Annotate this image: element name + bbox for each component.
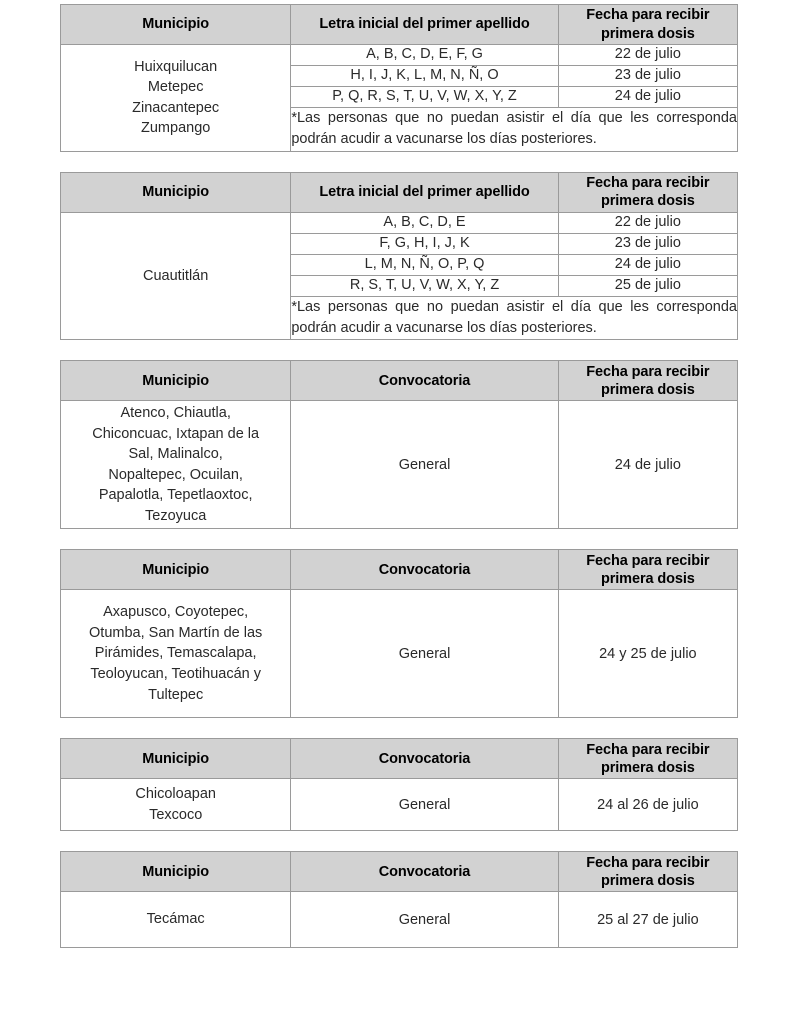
schedule-table-1 bbox=[60, 4, 738, 152]
municipio-name: Tezoyuca bbox=[145, 507, 207, 524]
municipio-name: Texcoco bbox=[149, 806, 203, 823]
convocatoria-cell: General bbox=[291, 779, 558, 831]
letras-cell: R, S, T, U, V, W, X, Y, Z bbox=[291, 275, 558, 296]
fecha-cell: 23 de julio bbox=[558, 233, 737, 254]
municipio-name: Chiconcuac, Ixtapan de la bbox=[92, 425, 260, 442]
schedule-table-2 bbox=[60, 172, 738, 341]
letras-cell: H, I, J, K, L, M, N, Ñ, O bbox=[291, 66, 558, 87]
fecha-header-line-2: primera dosis bbox=[600, 759, 695, 776]
fecha-header-line-2: primera dosis bbox=[600, 193, 695, 210]
fecha-header-line-2: primera dosis bbox=[600, 872, 695, 889]
letras-cell: A, B, C, D, E, F, G bbox=[291, 45, 558, 66]
column-header-convocatoria: Convocatoria bbox=[291, 361, 558, 401]
municipio-name: Sal, Malinalco, bbox=[128, 446, 223, 463]
column-header-fecha bbox=[558, 5, 737, 45]
column-header-convocatoria: Convocatoria bbox=[291, 550, 558, 590]
fecha-header-line-2: primera dosis bbox=[600, 25, 695, 42]
column-header-municipio: Municipio bbox=[61, 550, 291, 590]
table-header-row bbox=[61, 739, 738, 779]
letras-cell: P, Q, R, S, T, U, V, W, X, Y, Z bbox=[291, 87, 558, 108]
table-row bbox=[61, 45, 738, 66]
municipio-cell bbox=[61, 892, 291, 948]
municipio-name: Zinacantepec bbox=[132, 99, 220, 116]
column-header-municipio: Municipio bbox=[61, 739, 291, 779]
table-row bbox=[61, 779, 738, 831]
municipio-name: Pirámides, Temascalapa, bbox=[94, 645, 257, 662]
fecha-header-line-1: Fecha para recibir bbox=[586, 175, 710, 191]
table-row bbox=[61, 212, 738, 233]
note-cell: *Las personas que no puedan asistir el día que les corresponda podrán acudir a vacunarse los días posteriores. bbox=[291, 108, 738, 152]
column-header-convocatoria: Convocatoria bbox=[291, 852, 558, 892]
table-header-row bbox=[61, 550, 738, 590]
fecha-cell: 22 de julio bbox=[558, 45, 737, 66]
municipio-cell bbox=[61, 45, 291, 152]
fecha-header-line-1: Fecha para recibir bbox=[586, 552, 710, 569]
column-header-fecha bbox=[558, 739, 737, 779]
municipio-name: Huixquilucan bbox=[134, 58, 218, 75]
column-header-fecha bbox=[558, 361, 737, 401]
municipio-name: Nopaltepec, Ocuilan, bbox=[108, 466, 243, 483]
fecha-cell: 24 de julio bbox=[558, 401, 737, 529]
table-header-row bbox=[61, 361, 738, 401]
table-header-row bbox=[61, 852, 738, 892]
letras-cell: L, M, N, Ñ, O, P, Q bbox=[291, 254, 558, 275]
column-header-letra-inicial: Letra inicial del primer apellido bbox=[291, 5, 558, 45]
fecha-header-line-1: Fecha para recibir bbox=[586, 854, 710, 871]
municipio-name: Axapusco, Coyotepec, bbox=[103, 604, 249, 621]
table-row bbox=[61, 401, 738, 529]
fecha-cell: 25 al 27 de julio bbox=[558, 892, 737, 948]
column-header-letra-inicial: Letra inicial del primer apellido bbox=[291, 172, 558, 212]
fecha-cell: 24 y 25 de julio bbox=[558, 590, 737, 718]
fecha-cell: 24 al 26 de julio bbox=[558, 779, 737, 831]
municipio-name: Papalotla, Tepetlaoxtoc, bbox=[98, 487, 253, 504]
letras-cell: A, B, C, D, E bbox=[291, 212, 558, 233]
fecha-header-line-1: Fecha para recibir bbox=[586, 7, 710, 24]
municipio-name: Otumba, San Martín de las bbox=[89, 624, 263, 641]
letras-cell: F, G, H, I, J, K bbox=[291, 233, 558, 254]
fecha-header-line-2: primera dosis bbox=[600, 570, 695, 587]
convocatoria-cell: General bbox=[291, 401, 558, 529]
table-row bbox=[61, 892, 738, 948]
municipio-name: Atenco, Chiautla, bbox=[120, 405, 231, 422]
column-header-fecha bbox=[558, 172, 737, 212]
convocatoria-cell: General bbox=[291, 590, 558, 718]
fecha-cell: 22 de julio bbox=[558, 212, 737, 233]
fecha-cell: 23 de julio bbox=[558, 66, 737, 87]
fecha-header-line-2: primera dosis bbox=[600, 381, 695, 398]
schedule-table-3 bbox=[60, 360, 738, 529]
schedule-table-5 bbox=[60, 738, 738, 831]
column-header-convocatoria: Convocatoria bbox=[291, 739, 558, 779]
note-cell: *Las personas que no puedan asistir el día que les corresponda podrán acudir a vacunarse los días posteriores. bbox=[291, 296, 738, 340]
schedule-tables-container bbox=[60, 4, 738, 948]
convocatoria-cell: General bbox=[291, 892, 558, 948]
fecha-header-line-1: Fecha para recibir bbox=[586, 363, 710, 380]
municipio-name: Cuautitlán bbox=[143, 267, 209, 284]
column-header-municipio: Municipio bbox=[61, 361, 291, 401]
column-header-municipio: Municipio bbox=[61, 852, 291, 892]
column-header-municipio: Municipio bbox=[61, 172, 291, 212]
column-header-fecha bbox=[558, 852, 737, 892]
municipio-cell bbox=[61, 401, 291, 529]
table-row bbox=[61, 590, 738, 718]
municipio-cell bbox=[61, 212, 291, 340]
fecha-cell: 25 de julio bbox=[558, 275, 737, 296]
municipio-name: Metepec bbox=[147, 79, 204, 96]
column-header-fecha bbox=[558, 550, 737, 590]
municipio-name: Tultepec bbox=[148, 686, 204, 703]
municipio-name: Zumpango bbox=[141, 120, 211, 137]
schedule-table-4 bbox=[60, 549, 738, 718]
municipio-cell bbox=[61, 779, 291, 831]
table-header-row bbox=[61, 172, 738, 212]
municipio-cell bbox=[61, 590, 291, 718]
municipio-name: Tecámac bbox=[146, 911, 205, 928]
fecha-cell: 24 de julio bbox=[558, 87, 737, 108]
municipio-name: Teoloyucan, Teotihuacán y bbox=[90, 666, 261, 683]
fecha-cell: 24 de julio bbox=[558, 254, 737, 275]
column-header-municipio: Municipio bbox=[61, 5, 291, 45]
table-header-row bbox=[61, 5, 738, 45]
municipio-name: Chicoloapan bbox=[135, 786, 216, 803]
schedule-table-6 bbox=[60, 851, 738, 948]
fecha-header-line-1: Fecha para recibir bbox=[586, 741, 710, 758]
